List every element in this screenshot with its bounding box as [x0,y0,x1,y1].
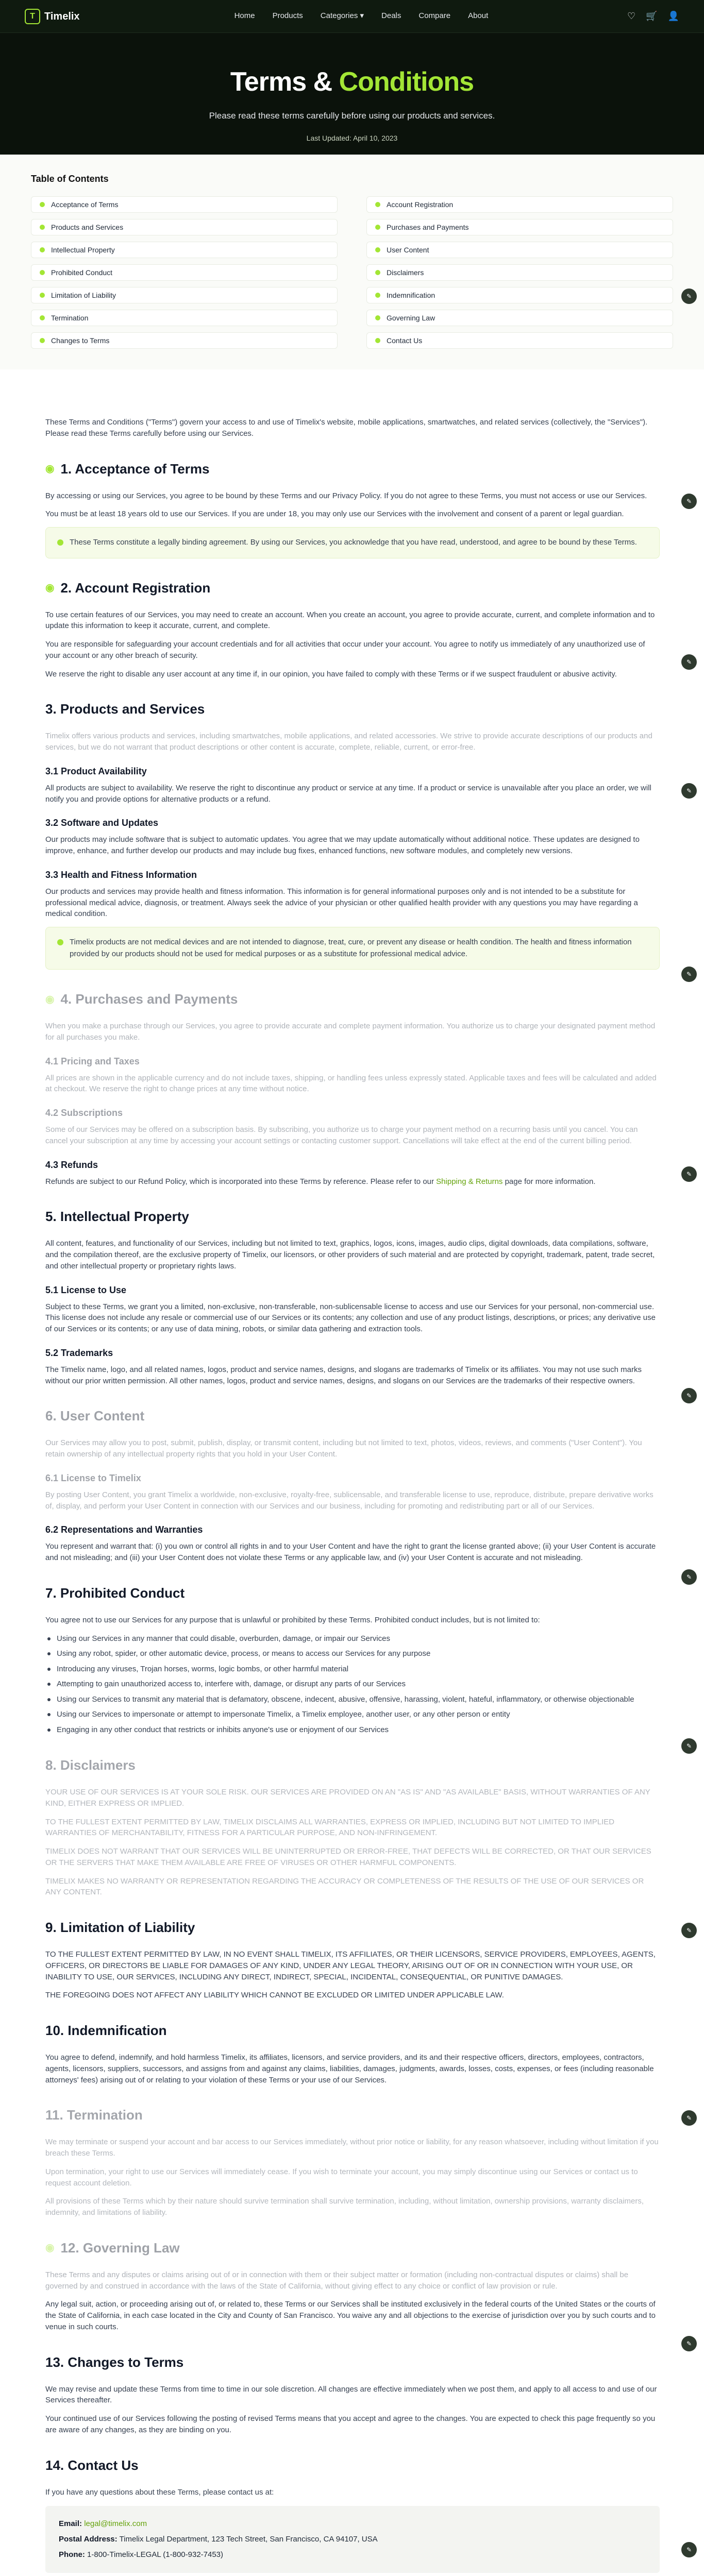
nav-item-deals[interactable]: Deals [381,11,401,21]
toc-item[interactable] [366,219,673,235]
section-disclaimers [45,1755,660,1898]
section-title: ◉ 12. Governing Law [45,2240,180,2256]
info-icon [57,539,63,546]
list-item: Introducing any viruses, Trojan horses, worms, logic bombs, or other harmful material [45,1664,660,1675]
bullet-icon [40,247,45,252]
last-updated: Last Updated: April 10, 2023 [306,133,398,142]
section-liability [45,1918,660,2001]
paragraph: We reserve the right to disable any user account at any time if, in our opinion, you have failed to comply with these Terms or if we suspect fraudulent or abusive activity. [45,669,617,679]
subsection-title: 6.1 License to Timelix [45,1472,141,1483]
section-purchases [45,989,660,1187]
toc-label: Prohibited Conduct [51,268,113,277]
section-title: 10. Indemnification [45,2023,167,2038]
subsection-title: 5.2 Trademarks [45,1347,113,1358]
bullet-icon [40,338,45,343]
subsection-title: 4.3 Refunds [45,1159,98,1170]
section-title: ◉ 2. Account Registration [45,580,211,596]
toc-label: Account Registration [387,200,454,209]
toc-item[interactable] [31,242,338,258]
chat-icon[interactable]: ✎ [681,1166,697,1182]
scale-icon: ◉ [45,2242,55,2254]
section-title: ◉ 4. Purchases and Payments [45,991,238,1007]
toc-item[interactable] [31,219,338,235]
section-indemnification [45,2021,660,2086]
section-acceptance [45,459,660,558]
toc-label: Indemnification [387,291,435,299]
paragraph: We may revise and update these Terms from time to time in our sole discretion. All changes are effective immediately when we post them, and apply to all access to and use of our Services thereafter. [45,2384,657,2405]
bullet-icon [40,202,45,207]
paragraph: All products are subject to availability. We reserve the right to discontinue any product or service at any time. If a product or service is unavailable after you place an order, we will notify you and provide options for alternative products or a refund. [45,783,651,804]
paragraph: You represent and warrant that: (i) you own or control all rights in and to your User Content and have the right to grant the license granted above; (ii) your User Content is accurate and not misleading; and (iii) your User Content does not violate these Terms or any applicable law, and (iv) your User Content is accurate and not misleading. [45,1542,656,1562]
bullet-icon [375,270,380,275]
section-governing-law [45,2238,660,2333]
bullet-icon [40,293,45,298]
section-title: ◉ 1. Acceptance of Terms [45,461,210,477]
faded-block [45,1406,660,1512]
warning-icon [57,939,63,945]
toc-label: Purchases and Payments [387,223,469,231]
toc-label: Governing Law [387,313,435,322]
paragraph: By accessing or using our Services, you agree to be bound by these Terms and our Privacy Policy. If you do not agree to these Terms, you must not access or use our Services. [45,491,647,500]
paragraph: Upon termination, your right to use our Services will immediately cease. If you wish to terminate your account, you may simply discontinue using our Services or contact us to request account deletion. [45,2167,638,2188]
list-item: Engaging in any other conduct that restricts or inhibits anyone's use or enjoyment of our Services [45,1724,660,1736]
header-icons [627,9,679,23]
section-title: 8. Disclaimers [45,1757,136,1773]
section-contact [45,2455,660,2573]
subsection-title: 3.1 Product Availability [45,766,147,776]
toc-item[interactable] [366,287,673,303]
list-item: Using our Services to impersonate or attempt to impersonate Timelix, a Timelix employee, another user, or any other person or entity [45,1709,660,1721]
check-icon: ◉ [45,463,55,474]
paragraph: You agree not to use our Services for any purpose that is unlawful or prohibited by these Terms. Prohibited conduct includes, but is not limited to: [45,1615,540,1624]
toc-grid [31,196,673,349]
table-of-contents [0,155,704,369]
user-icon[interactable]: 👤 [667,11,679,21]
paragraph: YOUR USE OF OUR SERVICES IS AT YOUR SOLE RISK. OUR SERVICES ARE PROVIDED ON AN "AS IS" AND "AS AVAILABLE" BASIS, WITHOUT WARRANTIES OF ANY KIND, EITHER EXPRESS OR IMPLIED. [45,1788,650,1808]
subsection-title: 3.2 Software and Updates [45,818,159,828]
paragraph: TO THE FULLEST EXTENT PERMITTED BY LAW, TIMELIX DISCLAIMS ALL WARRANTIES, EXPRESS OR IMPLIED, INCLUDING BUT NOT LIMITED TO IMPLIED WARRANTIES OF MERCHANTABILITY, FITNESS FOR A PARTICULAR PURPOSE, AND NON-INFRINGEMENT. [45,1817,615,1838]
contact-address-row: Postal Address: Timelix Legal Department, 123 Tech Street, San Francisco, CA 94107, USA [59,2535,378,2544]
card-icon: ◉ [45,993,55,1005]
toc-label: Intellectual Property [51,245,115,254]
nav-item-about[interactable]: About [468,11,489,21]
paragraph: Our products and services may provide health and fitness information. This information is for general informational purposes only and is not intended to be a substitute for professional medical advice, diagnosis, or treatment. Always seek the advice of your physician or other qualified health provider with any questions you may have regarding a medical condition. [45,887,638,919]
list-item: Using our Services to transmit any material that is defamatory, obscene, indecent, abusive, offensive, harassing, violent, hateful, inflammatory, or otherwise objectionable [45,1694,660,1706]
list-item: Using any robot, spider, or other automatic device, process, or means to access our Services for any purpose [45,1648,660,1660]
toc-title: Table of Contents [31,174,109,184]
nav-item-categories[interactable]: Categories ▾ [320,11,364,21]
section-title: 6. User Content [45,1408,145,1424]
bullet-icon [375,338,380,343]
logo[interactable] [25,9,80,24]
notice-text: Timelix products are not medical devices and are not intended to diagnose, treat, cure, or prevent any disease or health condition. The health and fitness information provided by our products should not be used for medical purposes or as a substitute for professional medical advice. [70,938,632,958]
toc-label: Disclaimers [387,268,424,277]
hero [0,33,704,155]
user-icon: ◉ [45,582,55,594]
logo-mark: T [25,9,40,24]
toc-label: Contact Us [387,336,423,345]
toc-item[interactable] [31,264,338,281]
paragraph: We may terminate or suspend your account and bar access to our Services immediately, without prior notice or liability, for any reason whatsoever, including without limitation if you breach these Terms. [45,2138,659,2158]
paragraph: Our Services may allow you to post, submit, publish, display, or transmit content, including but not limited to text, photos, videos, reviews, and comments ("User Content"). You retain ownership of any intellectual property rights that you hold in your User Content. [45,1438,642,1459]
contact-phone-row: Phone: 1-800-Timelix-LEGAL (1-800-932-7453) [59,2550,224,2560]
chat-icon[interactable]: ✎ [681,289,697,304]
faded-block [45,989,660,1147]
paragraph: Subject to these Terms, we grant you a limited, non-exclusive, non-transferable, non-sublicensable license to access and use our Services for your personal, non-commercial use. This license does not include any resale or commercial use of our Services or its contents; any collection and use of any product listings, descriptions, or prices; any derivative use of our Services or its contents; or any use of data mining, robots, or similar data gathering and extraction tools. [45,1302,656,1333]
chat-icon[interactable]: ✎ [681,2110,697,2126]
toc-label: User Content [387,245,429,254]
toc-item[interactable] [31,332,338,349]
toc-label: Changes to Terms [51,336,110,345]
chat-icon[interactable]: ✎ [681,1923,697,1938]
chat-icon[interactable]: ✎ [681,2542,697,2557]
paragraph: All provisions of these Terms which by their nature should survive termination shall survive termination, including, without limitation, ownership provisions, warranty disclaimers, indemnity, and limitations of liability. [45,2197,644,2217]
paragraph: Refunds are subject to our Refund Policy, which is incorporated into these Terms by reference. Please refer to our Shipping & Returns page for more information. [45,1177,596,1186]
toc-label: Limitation of Liability [51,291,116,299]
paragraph: THE FOREGOING DOES NOT AFFECT ANY LIABILITY WHICH CANNOT BE EXCLUDED OR LIMITED UNDER APPLICABLE LAW. [45,1991,504,2000]
chat-icon[interactable]: ✎ [681,1388,697,1403]
bullet-icon [40,315,45,320]
section-title: 14. Contact Us [45,2457,139,2473]
subsection-title: 4.1 Pricing and Taxes [45,1056,140,1066]
subsection-title: 3.3 Health and Fitness Information [45,869,197,880]
paragraph: You are responsible for safeguarding your account credentials and for all activities that occur under your account. You agree to notify us immediately of any unauthorized use of your account or any other breach of security. [45,640,645,660]
paragraph: All content, features, and functionality of our Services, including but not limited to text, graphics, logos, icons, images, audio clips, digital downloads, data compilations, software, and the compilation thereof, are the exclusive property of Timelix, our licensors, or other providers of such material and are protected by copyright, trademark, patent, trade secret, and other intellectual property or proprietary rights laws. [45,1239,655,1270]
paragraph: Our products may include software that is subject to automatic updates. You agree that we may update automatically without additional notice. These updates are designed to improve, enhance, and further develop our products and may include bug fixes, enhanced functions, new software modules, and completely new versions. [45,835,640,855]
nav-item-home[interactable]: Home [234,11,255,21]
subsection-title: 4.2 Subscriptions [45,1108,123,1118]
contact-email-row: Email: legal@timelix.com [59,2519,147,2529]
section-title: 11. Termination [45,2107,143,2123]
paragraph: If you have any questions about these Terms, please contact us at: [45,2487,274,2497]
title-plain: Terms & [230,67,339,97]
bullet-icon [375,293,380,298]
title-accent: Conditions [339,67,474,97]
chat-icon[interactable]: ✎ [681,2336,697,2351]
toc-item[interactable] [31,310,338,326]
paragraph: Timelix offers various products and services, including smartwatches, mobile applications, and related accessories. We strive to provide accurate descriptions of our products and services, but we do not warrant that product descriptions or other content is accurate, complete, reliable, current, or error-free. [45,732,652,752]
notice-box [45,927,660,970]
paragraph: By posting User Content, you grant Timelix a worldwide, non-exclusive, royalty-free, sublicensable, and transferable license to use, reproduce, distribute, prepare derivative works of, display, and perform your User Content in connection with our Services and our business, including for promoting and redistributing part or all of our Services. [45,1490,653,1511]
subsection-title: 6.2 Representations and Warranties [45,1524,203,1535]
main-nav [234,10,489,22]
chat-icon[interactable]: ✎ [681,1569,697,1585]
toc-item[interactable] [366,196,673,213]
paragraph: TO THE FULLEST EXTENT PERMITTED BY LAW, IN NO EVENT SHALL TIMELIX, ITS AFFILIATES, OR THEIR LICENSORS, SERVICE PROVIDERS, EMPLOYEES, AGENTS, OFFICERS, OR DIRECTORS BE LIABLE FOR DAMAGES OF ANY KIND, UNDER ANY LEGAL THEORY, ARISING OUT OF OR IN CONNECTION WITH YOUR USE, OR INABILITY TO USE, OUR SERVICES, INCLUDING ANY DIRECT, INDIRECT, SPECIAL, INCIDENTAL, CONSEQUENTIAL, OR PUNITIVE DAMAGES. [45,1950,656,1981]
paragraph: To use certain features of our Services, you may need to create an account. When you create an account, you agree to provide accurate, current, and complete information and to update this information to keep it accurate, current, and complete. [45,610,655,631]
nav-item-products[interactable]: Products [272,11,303,21]
paragraph: You agree to defend, indemnify, and hold harmless Timelix, its affiliates, licensors, and service providers, and its and their respective officers, directors, employees, contractors, agents, licensors, suppliers, successors, and assigns from and against any claims, liabilities, damages, judgments, awards, losses, costs, expenses, or fees (including reasonable attorneys' fees) arising out of or relating to your violation of these Terms or your use of our Services. [45,2053,654,2084]
chat-icon[interactable]: ✎ [681,494,697,509]
toc-item[interactable] [366,310,673,326]
chat-icon[interactable]: ✎ [681,1738,697,1754]
page-title [0,62,704,102]
section-title: 13. Changes to Terms [45,2354,184,2370]
nav-item-compare[interactable]: Compare [418,11,451,21]
section-ip [45,1207,660,1386]
bullet-icon [375,225,380,230]
section-title: 7. Prohibited Conduct [45,1585,185,1601]
toc-item[interactable] [31,287,338,303]
list-item: Attempting to gain unauthorized access to, interfere with, damage, or disrupt any parts of our Services [45,1679,660,1690]
section-account [45,578,660,680]
heart-icon[interactable]: ♡ [627,11,636,21]
section-title: 5. Intellectual Property [45,1209,189,1225]
toc-item[interactable] [366,332,673,349]
section-products [45,699,660,970]
paragraph: Any legal suit, action, or proceeding arising out of, or related to, these Terms or our Services shall be instituted exclusively in the federal courts of the United States or the courts of the State of California, in each case located in the City and County of San Francisco. You waive any and all objections to the exercise of jurisdiction over you by such courts and to venue in such courts. [45,2300,656,2331]
paragraph: Some of our Services may be offered on a subscription basis. By subscribing, you authorize us to charge your payment method on a recurring basis until you cancel. You can cancel your subscription at any time by accessing your account settings or contacting customer support. Cancellations will take effect at the end of the current billing period. [45,1125,638,1145]
bullet-icon [375,315,380,320]
site-header [0,0,704,33]
brand-name: Timelix [44,10,80,22]
list-item: Using our Services in any manner that could disable, overburden, damage, or impair our Services [45,1633,660,1645]
prohibited-list [45,1633,660,1736]
section-title: 9. Limitation of Liability [45,1920,195,1935]
paragraph: Your continued use of our Services following the posting of revised Terms means that you accept and agree to the changes. You are expected to check this page frequently so you are aware of any changes, as they are binding on you. [45,2414,656,2434]
toc-item[interactable] [366,242,673,258]
section-prohibited [45,1583,660,1736]
paragraph: TIMELIX DOES NOT WARRANT THAT OUR SERVICES WILL BE UNINTERRUPTED OR ERROR-FREE, THAT DEFECTS WILL BE CORRECTED, OR THAT OUR SERVICES OR THE SERVERS THAT MAKE THEM AVAILABLE ARE FREE OF VIRUSES OR OTHER HARMFUL COMPONENTS. [45,1847,651,1867]
terms-content [0,417,660,2573]
contact-email-link[interactable]: legal@timelix.com [84,2519,147,2529]
bullet-icon [375,247,380,252]
paragraph: You must be at least 18 years old to use our Services. If you are under 18, you may only use our Services with the involvement and consent of a parent or legal guardian. [45,510,624,519]
bullet-icon [375,202,380,207]
cart-icon[interactable]: 🛒 [646,11,658,21]
chat-icon[interactable]: ✎ [681,783,697,799]
hero-subtitle: Please read these terms carefully before using our products and services. [209,111,495,121]
subsection-title: 5.1 License to Use [45,1284,127,1295]
toc-item[interactable] [31,196,338,213]
contact-box [45,2506,660,2573]
notice-text: These Terms constitute a legally binding agreement. By using our Services, you acknowledge that you have read, understood, and agree to be bound by these Terms. [70,538,637,547]
paragraph: These Terms and any disputes or claims arising out of or in connection with them or their subject matter or formation (including non-contractual disputes or claims) shall be governed by and construed in accordance with the laws of the State of California, without giving effect to any choice or conflict of law provision or rule. [45,2270,629,2291]
paragraph: The Timelix name, logo, and all related names, logos, product and service names, designs, and slogans are trademarks of Timelix or its affiliates. You may not use such marks without our prior written permission. All other names, logos, product and service names, designs, and slogans on our Services are the trademarks of their respective owners. [45,1365,642,1385]
section-title: 3. Products and Services [45,701,205,717]
section-user-content [45,1406,660,1564]
bullet-icon [40,270,45,275]
intro-text: These Terms and Conditions ("Terms") govern your access to and use of Timelix's website, mobile applications, smartwatches, and related services (collectively, the "Services"). Please read these Terms carefully before using our Services. [45,418,648,438]
chat-icon[interactable]: ✎ [681,654,697,670]
paragraph: All prices are shown in the applicable currency and do not include taxes, shipping, or handling fees unless expressly stated. Applicable taxes and fees will be calculated and added at checkout. We reserve the right to change prices at any time without notice. [45,1073,657,1094]
toc-label: Termination [51,313,89,322]
toc-label: Acceptance of Terms [51,200,119,209]
paragraph: TIMELIX MAKES NO WARRANTY OR REPRESENTATION REGARDING THE ACCURACY OR COMPLETENESS OF THE RESULTS OF THE USE OF OUR SERVICES OR ANY CONTENT. [45,1876,644,1897]
bullet-icon [40,225,45,230]
paragraph: When you make a purchase through our Services, you agree to provide accurate and complete payment information. You authorize us to charge your designated payment method for all purchases you make. [45,1022,656,1042]
section-changes [45,2352,660,2436]
notice-box [45,527,660,558]
shipping-returns-link[interactable]: Shipping & Returns [436,1177,503,1186]
section-termination [45,2105,660,2218]
chat-icon[interactable]: ✎ [681,967,697,982]
toc-label: Products and Services [51,223,124,231]
toc-item[interactable] [366,264,673,281]
